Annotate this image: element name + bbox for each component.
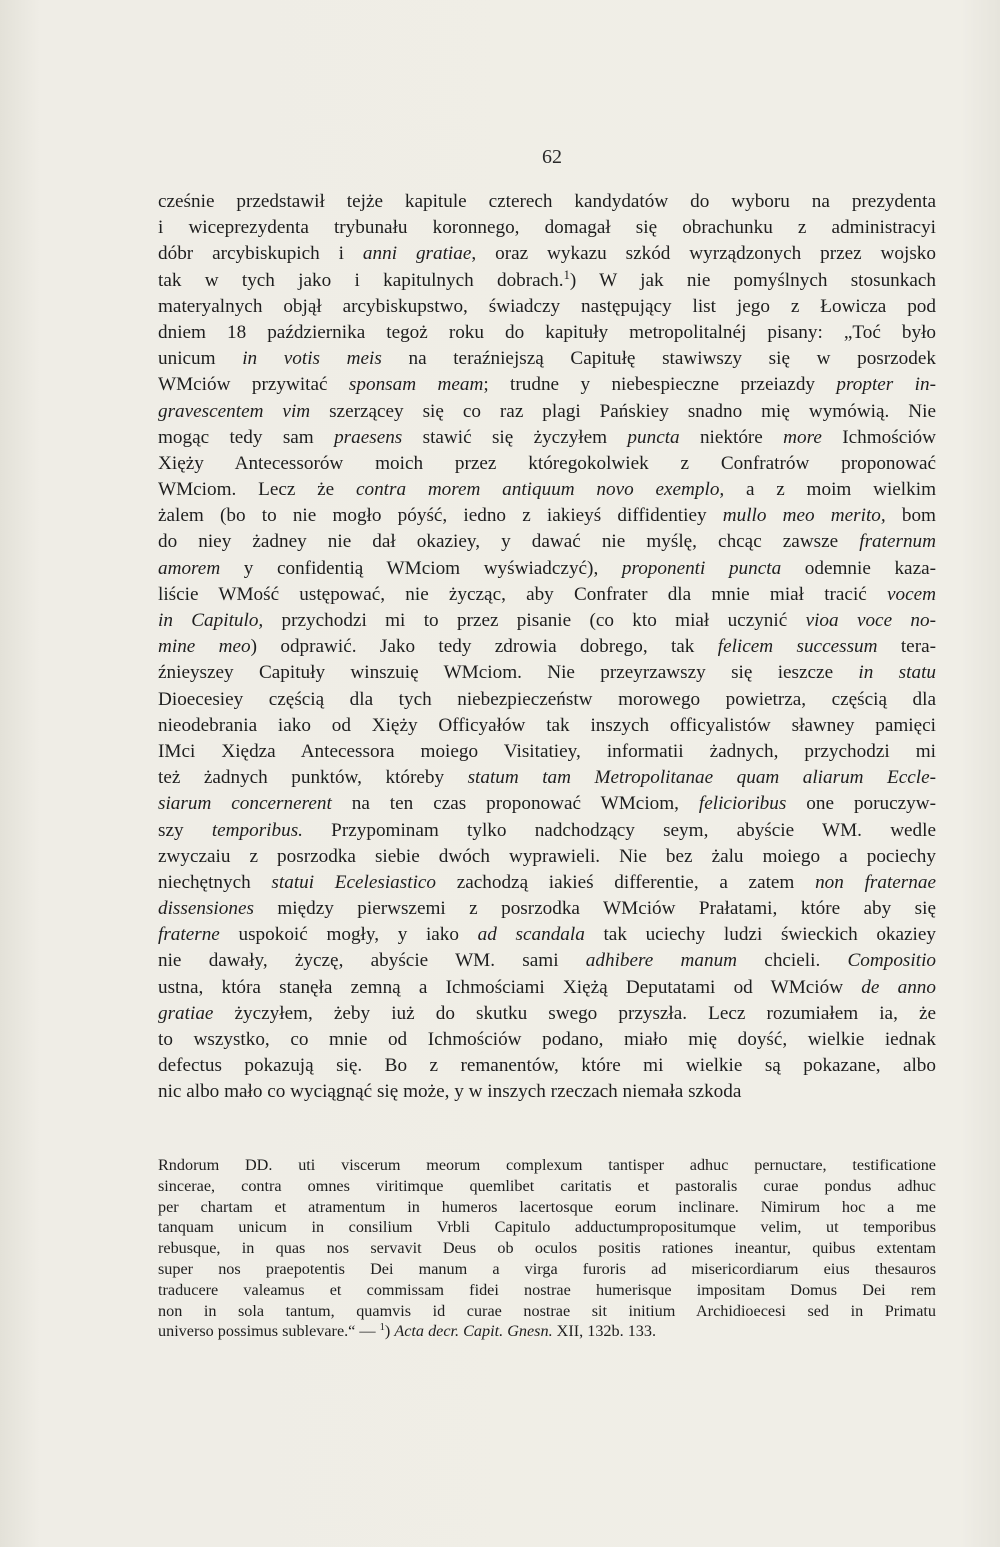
italic-text: mine meo — [158, 636, 251, 658]
text-run: rebusque, in quas nos servavit Deus ob oculos positis rationes ineantur, quibus extentam — [158, 1239, 936, 1258]
text-run: zwyczaiu z posrzodka siebie dwóch wyprawieli. Nie bez żalu moiego a pociechy — [158, 845, 936, 867]
text-line — [158, 1079, 936, 1105]
text-line — [158, 582, 936, 608]
text-run: , oraz wykazu szkód wyrządzonych przez wojsko — [471, 243, 936, 265]
italic-text: non fraternae — [815, 871, 936, 893]
footnote-line — [158, 1238, 936, 1259]
italic-text: Compositio — [847, 950, 936, 972]
text-line — [158, 713, 936, 739]
italic-text: fraterne — [158, 924, 220, 946]
italic-text: in votis meis — [242, 348, 382, 370]
italic-text: propter in- — [836, 374, 936, 396]
text-run: nieodebrania iako od Xięży Officyałów tak inszych officyalistów sławney pamięci — [158, 714, 936, 736]
text-run: materyalnych objął arcybiskupstwo, świadczy następujący list jego z Łowicza pod — [158, 295, 936, 317]
text-run: niechętnych — [158, 871, 272, 893]
footnote-line — [158, 1259, 936, 1280]
text-run: życzyłem, żeby iuż do skutku swego przyszła. Lecz rozumiałem ia, że — [213, 1002, 936, 1024]
text-run: tak uciechy ludzi świeckich okaziey — [584, 924, 936, 946]
text-run: na teraźniejszą Capitułę stawiwszy się w posrzodek — [381, 348, 936, 370]
text-run: tera- — [877, 636, 936, 658]
text-run: i wiceprezydenta trybunału koronnego, domagał się obrachunku z administracyi — [158, 217, 936, 239]
text-line — [158, 896, 936, 922]
footnote-marker: 1 — [563, 267, 570, 282]
text-line — [158, 556, 936, 582]
text-run: to wszystko, co mnie od Ichmościów podano, miało mię doyść, wielkie iednak — [158, 1029, 936, 1050]
italic-text: in Capitulo, — [158, 610, 264, 631]
page-number: 62 — [542, 146, 562, 168]
text-run: liście WMość ustępować, nie życząc, aby Confrater dla mnie miał tracić — [158, 583, 887, 605]
italic-text: vocem — [887, 583, 936, 605]
text-run: żalem (bo to nie mogło póyść, iedno z iakieyś diffidentiey — [158, 505, 723, 527]
italic-text: felicioribus — [698, 793, 787, 815]
text-run: non in sola tantum, quamvis id curae nostrae sit initium Archidioecesi sed in Primatu — [158, 1301, 936, 1320]
footnote-line — [158, 1197, 936, 1218]
text-run: defectus pokazują się. Bo z remanentów, które mi wielkie są pokazane, albo — [158, 1055, 936, 1077]
text-line — [158, 503, 936, 529]
italic-text: adhibere manum — [585, 950, 738, 972]
italic-text: gravescentem vim — [158, 400, 311, 422]
italic-text: ad scandala — [477, 924, 585, 946]
text-line — [158, 268, 936, 294]
italic-text: de anno — [861, 976, 936, 998]
text-run: traducere valeamus et commissam fidei nostrae humerisque impositam Domus Dei rem — [158, 1280, 936, 1299]
text-line — [158, 870, 936, 896]
text-run: WMciów przywitać — [158, 374, 349, 396]
text-run: zachodzą iakieś differentie, a zatem — [436, 871, 816, 893]
text-run: XII, 132b. 133. — [552, 1322, 657, 1341]
text-run: tanquam unicum in consilium Vrbli Capitulo adductumpropositumque velim, ut temporibus — [158, 1218, 936, 1237]
text-line — [158, 425, 936, 451]
text-run: unicum — [158, 348, 243, 370]
footnote-line — [158, 1176, 936, 1197]
text-line — [158, 948, 936, 974]
text-line — [158, 922, 936, 948]
text-line — [158, 739, 936, 765]
text-run: przychodzi mi to przez pisanie (co kto miał uczynić — [263, 610, 806, 631]
text-run: IMci Xiędza Antecessora moiego Visitatiey, informatii żadnych, przychodzi mi — [158, 740, 936, 762]
text-run: szy — [158, 819, 212, 841]
text-run: tak w tych jako i kapitulnych dobrach. — [158, 269, 564, 291]
text-run: universo possimus sublevare.“ — — [158, 1322, 380, 1341]
text-run: y confidentią WMciom wyświadczyć), — [220, 557, 622, 579]
text-line — [158, 399, 936, 425]
text-line — [158, 687, 936, 713]
italic-text: mullo meo merito, — [722, 505, 886, 527]
footnote-line — [158, 1280, 936, 1301]
footnote-line — [158, 1155, 936, 1176]
text-run: ) odprawić. Jako tedy zdrowia dobrego, tak — [250, 636, 718, 658]
text-line — [158, 660, 936, 686]
text-line — [158, 765, 936, 791]
italic-text: gratiae — [158, 1002, 214, 1024]
text-line — [158, 241, 936, 267]
text-run: Xięży Antecessorów moich przez któregokolwiek z Confratrów proponować — [158, 452, 936, 474]
text-run: Rndorum DD. uti viscerum meorum complexum tantisper adhuc pernuctare, testificatione — [158, 1156, 936, 1174]
text-run: nic albo mało co wyciągnąć się może, y w inszych rzeczach niemała szkoda — [158, 1081, 742, 1103]
text-run: dóbr arcybiskupich i — [158, 243, 363, 265]
text-line — [158, 529, 936, 555]
text-line — [158, 294, 936, 320]
footnote-line — [158, 1217, 936, 1238]
italic-text: proponenti puncta — [621, 557, 782, 579]
italic-text: statum tam Metropolitanae quam aliarum Eccle- — [467, 767, 936, 789]
text-run: nie dawały, życzę, abyście WM. sami — [158, 950, 586, 972]
text-run: na ten czas proponować WMciom, — [331, 793, 699, 815]
italic-text: in statu — [858, 662, 936, 684]
italic-text: felicem successum — [717, 636, 878, 658]
text-run: odemnie kaza- — [781, 557, 936, 579]
footnote-line — [158, 1301, 936, 1322]
text-run: dniem 18 października tegoż roku do kapituły metropolitalnéj pisany: „Toć było — [158, 321, 936, 343]
text-line — [158, 320, 936, 346]
italic-text: praesens — [334, 426, 403, 448]
text-line — [158, 372, 936, 398]
text-run: cześnie przedstawił tejże kapitule czterech kandydatów do wyboru na prezydenta — [158, 191, 936, 212]
text-run: do niey żadney nie dał okaziey, y dawać nie myślę, chcąc zawsze — [158, 531, 860, 553]
text-run: niektóre — [679, 426, 784, 448]
italic-text: puncta — [627, 426, 680, 448]
footnote-line — [158, 1321, 936, 1342]
text-line — [158, 1027, 936, 1053]
italic-text: Acta decr. Capit. Gnesn. — [394, 1322, 553, 1341]
text-run: Przypominam tylko nadchodzący seym, abyście WM. wedle — [302, 819, 936, 841]
text-line — [158, 215, 936, 241]
footnote — [158, 1155, 936, 1342]
text-line — [158, 346, 936, 372]
text-line — [158, 1053, 936, 1079]
text-run: bom — [885, 505, 936, 527]
text-run: ) — [384, 1322, 395, 1341]
text-line — [158, 477, 936, 503]
italic-text: vioa voce no- — [805, 610, 936, 631]
italic-text: anni gratiae — [362, 243, 472, 265]
text-line — [158, 1001, 936, 1027]
text-run: szerzącey się co raz plagi Pańskiey snadno mię wymówią. Nie — [310, 400, 936, 422]
text-run: ustna, która stanęła zemną a Ichmościami Xiężą Deputatami od WMciów — [158, 976, 862, 998]
text-run: one poruczyw- — [786, 793, 936, 815]
text-line — [158, 844, 936, 870]
text-line — [158, 451, 936, 477]
text-run: Dioecesiey częścią dla tych niebezpieczeństw morowego powietrza, częścią dla — [158, 688, 936, 710]
footnote-marker: 1 — [379, 1322, 385, 1334]
italic-text: more — [783, 426, 822, 448]
text-line — [158, 634, 936, 660]
text-run: między pierwszemi z posrzodka WMciów Prałatami, które aby się — [253, 898, 936, 920]
italic-text: sponsam meam — [348, 374, 484, 396]
text-run: a z moim wielkim — [724, 479, 936, 501]
text-run: sincerae, contra omnes viritimque quemlibet caritatis et pastoralis curae pondus adhuc — [158, 1176, 936, 1195]
text-run: Ichmościów — [821, 426, 936, 448]
text-run: chcieli. — [737, 950, 848, 972]
text-run: ; trudne y niebespieczne przeiazdy — [483, 374, 837, 396]
text-run: stawić się życzyłem — [402, 426, 628, 448]
italic-text: siarum concernerent — [158, 793, 332, 815]
italic-text: statui Ecelesiastico — [271, 871, 437, 893]
text-line — [158, 818, 936, 844]
text-line — [158, 608, 936, 634]
text-line — [158, 189, 936, 215]
text-run: też żadnych punktów, któreby — [158, 767, 468, 789]
text-run: per chartam et atramentum in humeros lacertosque eorum inclinare. Nimirum hoc a me — [158, 1197, 936, 1216]
italic-text: temporibus. — [211, 819, 303, 841]
body-text — [158, 189, 936, 1106]
italic-text: fraternum — [859, 531, 936, 553]
italic-text: dissensiones — [158, 898, 254, 920]
text-line — [158, 975, 936, 1001]
text-run: uspokoić mogły, y iako — [219, 924, 478, 946]
text-run: WMciom. Lecz że — [158, 479, 356, 501]
text-line — [158, 791, 936, 817]
italic-text: contra morem antiquum novo exemplo, — [355, 479, 725, 501]
text-run: ) W jak nie pomyślnych stosunkach — [569, 269, 936, 291]
text-run: źnieyszey Capituły winszuię WMciom. Nie przeyrzawszy się ieszcze — [158, 662, 859, 684]
text-run: super nos praepotentis Dei manum a virga furoris ad misericordiarum eius thesauros — [158, 1259, 936, 1278]
italic-text: amorem — [158, 557, 221, 579]
text-run: mogąc tedy sam — [158, 426, 335, 448]
